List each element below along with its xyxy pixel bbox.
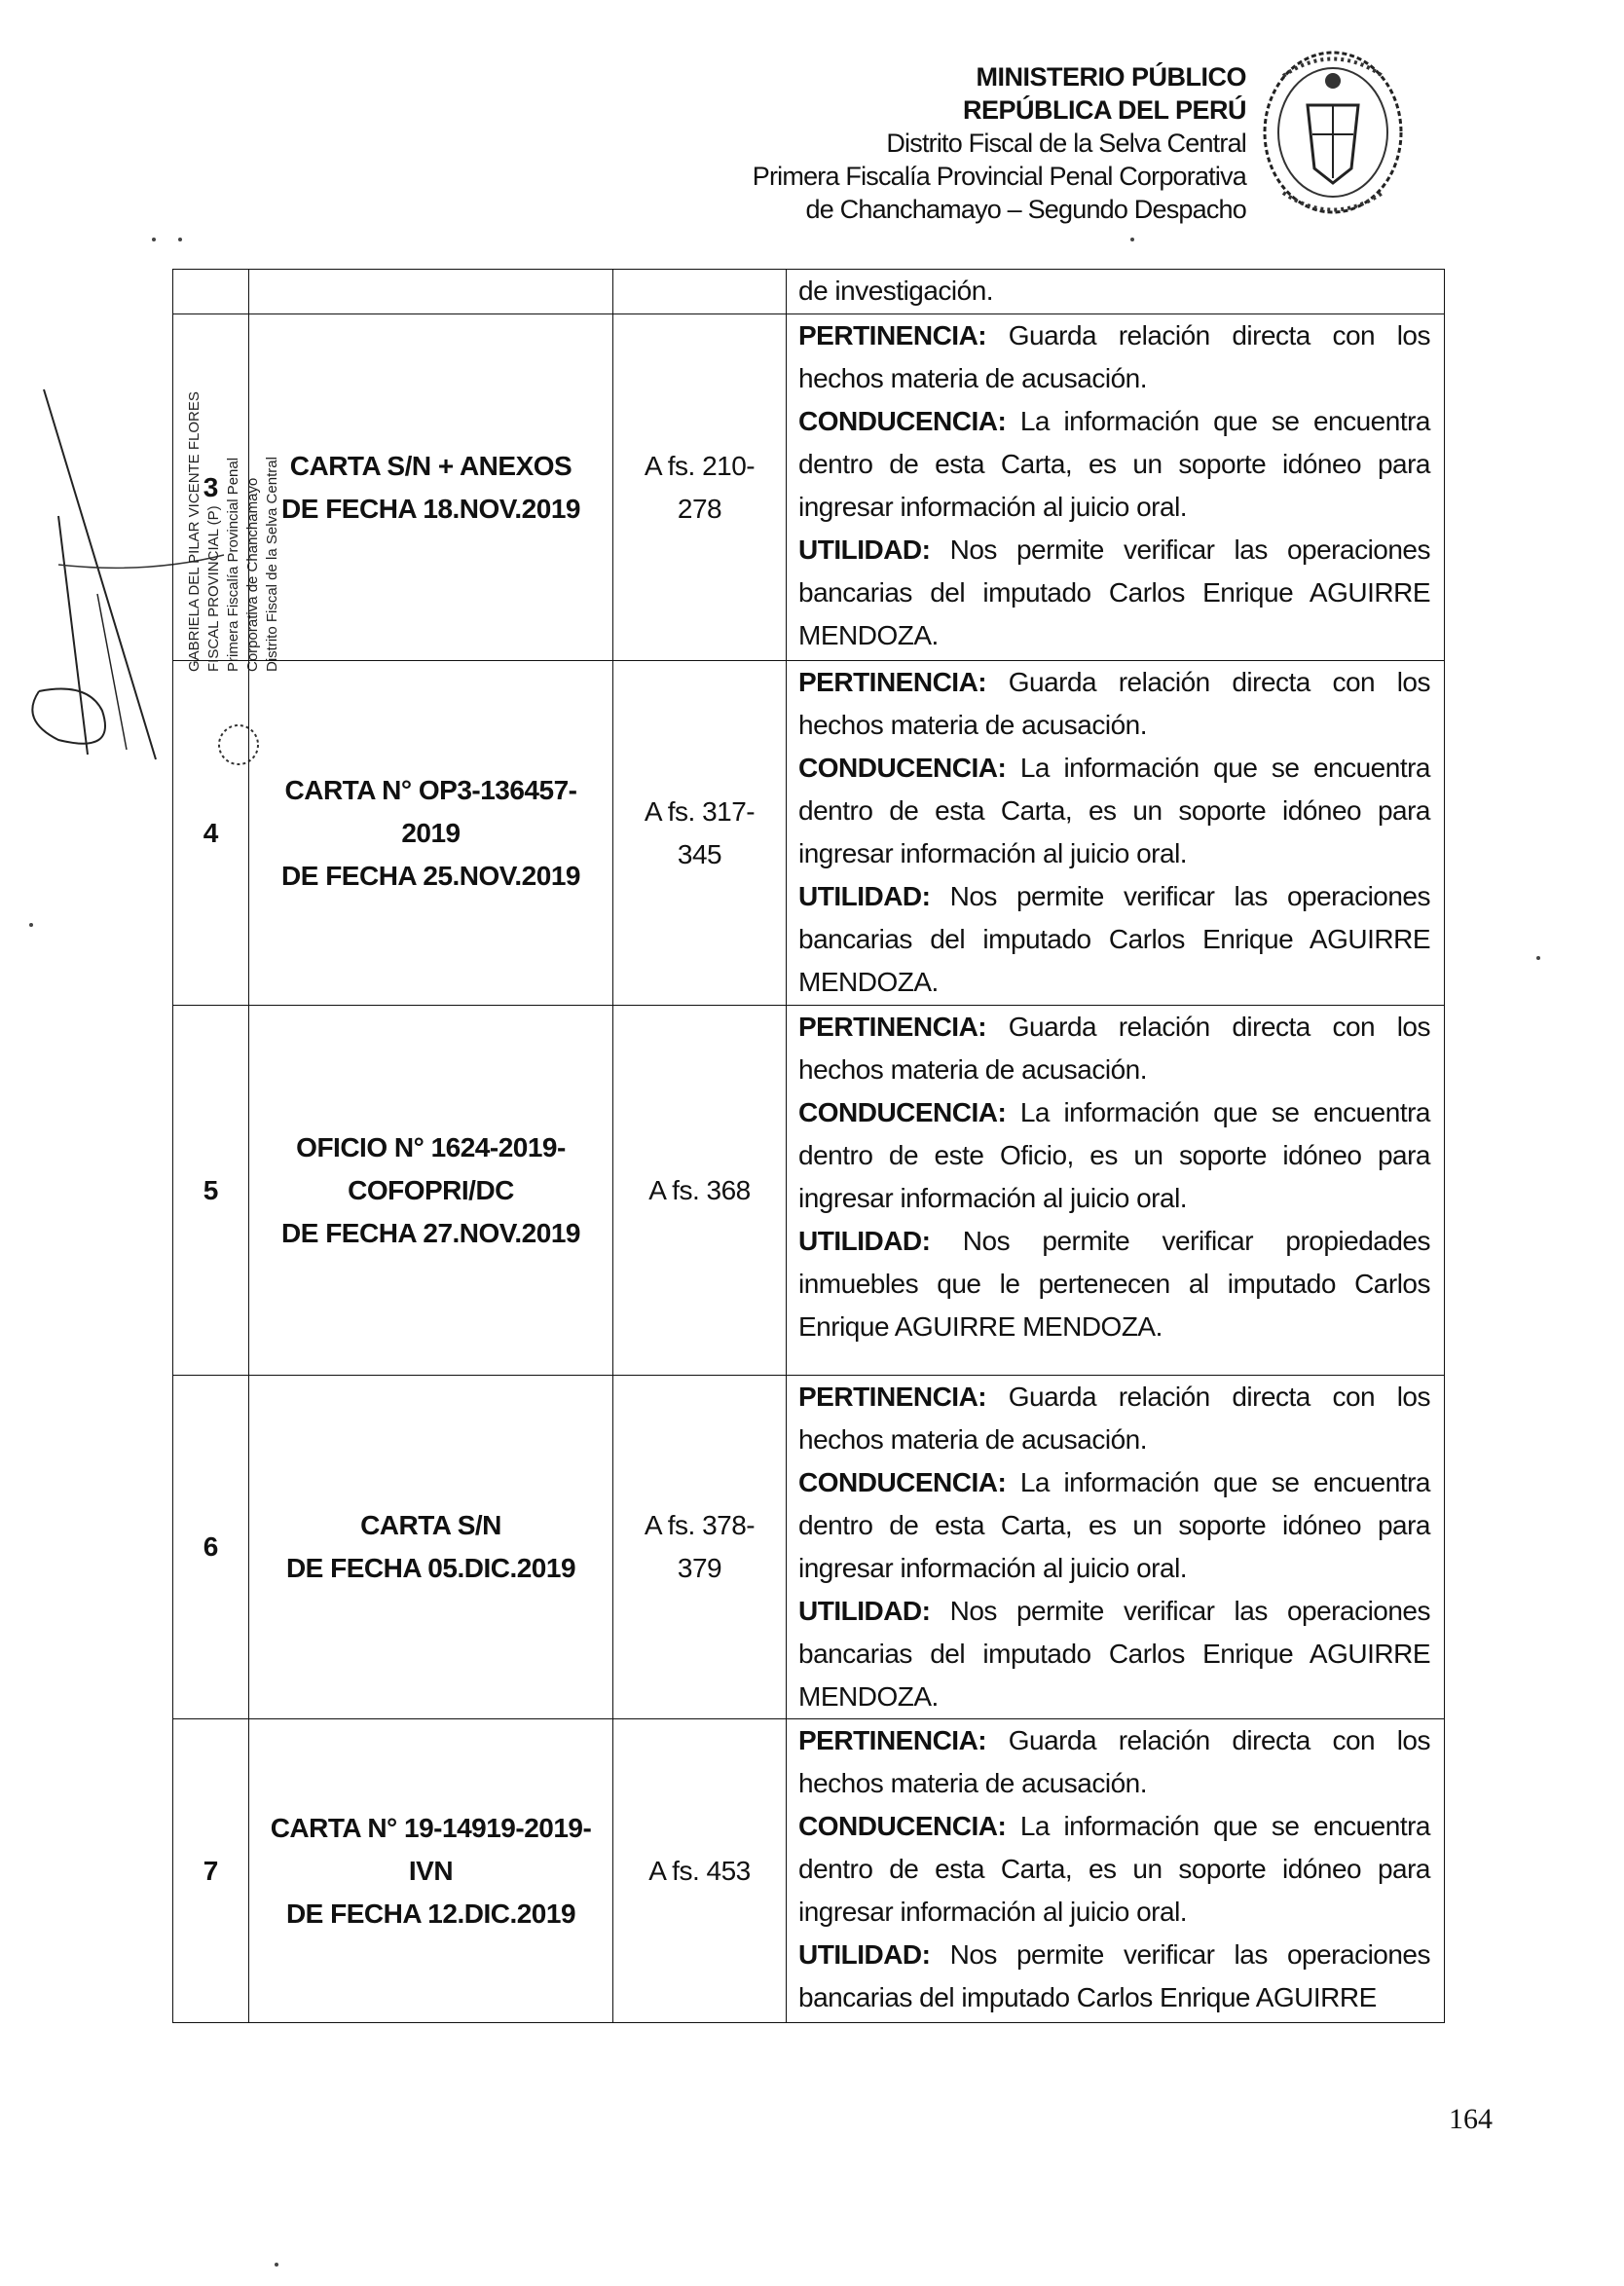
document-line: DE FECHA 18.NOV.2019	[281, 493, 580, 524]
conducencia-label: CONDUCENCIA:	[798, 1467, 1007, 1497]
pertinencia-text: Guarda relación directa con los hechos materia de acusación.	[798, 1012, 1430, 1085]
utilidad-text: Nos permite verificar las operaciones bancarias del imputado Carlos Enrique AGUIRRE	[798, 1939, 1431, 2012]
utilidad-text: Nos permite verificar las operaciones bancarias del imputado Carlos Enrique AGUIRRE MENDOZA.	[798, 535, 1431, 650]
document-cell	[249, 1006, 613, 1376]
document-line: 2019	[401, 817, 461, 848]
pertinencia-label: PERTINENCIA:	[798, 1725, 987, 1755]
page-number: 164	[1449, 2103, 1493, 2135]
conducencia-text: La información que se encuentra dentro de esta Carta, es un soporte idóneo para ingresar información al juicio oral.	[798, 1811, 1430, 1927]
row-number: 6	[173, 1376, 249, 1719]
document-line: IVN	[408, 1855, 454, 1886]
scan-speck	[1536, 956, 1540, 960]
conducencia-label: CONDUCENCIA:	[798, 1811, 1007, 1841]
row-number: 7	[173, 1719, 249, 2023]
description-cell	[787, 661, 1445, 1006]
folio-line: A fs. 317-	[644, 795, 756, 827]
table-row	[173, 314, 1445, 661]
conducencia-text: La información que se encuentra dentro de esta Carta, es un soporte idóneo para ingresar información al juicio oral.	[798, 406, 1430, 522]
utilidad-text: Nos permite verificar las operaciones bancarias del imputado Carlos Enrique AGUIRRE MENDOZA.	[798, 881, 1431, 997]
utilidad-label: UTILIDAD:	[798, 1939, 931, 1970]
row-number: 4	[173, 661, 249, 1006]
folio-cell	[613, 661, 787, 1006]
folio-line: A fs. 210-	[644, 450, 756, 481]
table-row	[173, 661, 1445, 1006]
folio-line: 345	[677, 838, 722, 869]
stamp-district: Distrito Fiscal de la Selva Central	[264, 457, 280, 672]
folio-line: A fs. 378-	[644, 1510, 756, 1540]
pertinencia-label: PERTINENCIA:	[798, 1012, 987, 1042]
document-cell	[249, 661, 613, 1006]
scan-speck	[29, 923, 33, 927]
pertinencia-text: Guarda relación directa con los hechos materia de acusación.	[798, 1725, 1430, 1798]
description-cell	[787, 1376, 1445, 1719]
document-line: CARTA N° 19-14919-2019-	[270, 1812, 592, 1843]
cell-empty	[173, 270, 249, 314]
institution-name: MINISTERIO PÚBLICO	[976, 62, 1246, 92]
stamp-office: Primera Fiscalía Provincial Penal	[225, 457, 241, 672]
row-number: 5	[173, 1006, 249, 1376]
continuation-text: de investigación.	[787, 270, 1445, 314]
folio-cell	[613, 1719, 787, 2023]
pertinencia-text: Guarda relación directa con los hechos materia de acusación.	[798, 320, 1430, 393]
folio-line: A fs. 453	[648, 1855, 751, 1886]
pertinencia-text: Guarda relación directa con los hechos materia de acusación.	[798, 1382, 1430, 1455]
document-line: DE FECHA 25.NOV.2019	[281, 860, 580, 891]
folio-line: 379	[677, 1553, 722, 1583]
scan-speck	[178, 238, 182, 241]
document-cell	[249, 1719, 613, 2023]
stamp-title: FISCAL PROVINCIAL (P)	[205, 505, 222, 672]
document-cell	[249, 1376, 613, 1719]
document-line: CARTA N° OP3-136457-	[284, 774, 577, 805]
conducencia-label: CONDUCENCIA:	[798, 1097, 1007, 1127]
table-row	[173, 1006, 1445, 1376]
description-cell	[787, 1006, 1445, 1376]
cell-empty	[613, 270, 787, 314]
stamp-name: GABRIELA DEL PILAR VICENTE FLORES	[186, 391, 203, 672]
description-cell	[787, 314, 1445, 661]
stamp-office-2: Corporativa de Chanchamayo	[244, 477, 261, 672]
evidence-table	[172, 269, 1445, 2023]
utilidad-text: Nos permite verificar propiedades inmuebles que le pertenecen al imputado Carlos Enrique AGUIRRE MENDOZA.	[798, 1226, 1430, 1342]
office-name: Primera Fiscalía Provincial Penal Corporativa	[752, 162, 1246, 191]
office-dispatch: de Chanchamayo – Segundo Despacho	[805, 195, 1246, 224]
pertinencia-label: PERTINENCIA:	[798, 320, 987, 350]
utilidad-label: UTILIDAD:	[798, 1226, 931, 1256]
document-line: CARTA S/N	[360, 1510, 501, 1540]
conducencia-text: La información que se encuentra dentro de esta Carta, es un soporte idóneo para ingresar información al juicio oral.	[798, 1467, 1430, 1583]
district-name: Distrito Fiscal de la Selva Central	[886, 129, 1246, 158]
folio-cell	[613, 314, 787, 661]
scan-speck	[1130, 238, 1134, 241]
folio-line: A fs. 368	[648, 1174, 751, 1205]
document-line: DE FECHA 27.NOV.2019	[281, 1217, 580, 1248]
document-line: DE FECHA 12.DIC.2019	[285, 1898, 576, 1929]
conducencia-text: La información que se encuentra dentro de esta Carta, es un soporte idóneo para ingresar información al juicio oral.	[798, 753, 1430, 868]
document-line: OFICIO N° 1624-2019-	[296, 1131, 566, 1162]
table-row	[173, 1719, 1445, 2023]
pertinencia-label: PERTINENCIA:	[798, 667, 987, 697]
document-line: DE FECHA 05.DIC.2019	[285, 1553, 576, 1583]
pertinencia-label: PERTINENCIA:	[798, 1382, 987, 1412]
pertinencia-text: Guarda relación directa con los hechos materia de acusación.	[798, 667, 1430, 740]
utilidad-text: Nos permite verificar las operaciones bancarias del imputado Carlos Enrique AGUIRRE MENDOZA.	[798, 1596, 1431, 1712]
row-number: 3	[173, 314, 249, 661]
table-row-continuation	[173, 270, 1445, 314]
country-name: REPÚBLICA DEL PERÚ	[962, 95, 1246, 125]
utilidad-label: UTILIDAD:	[798, 1596, 931, 1626]
folio-cell	[613, 1376, 787, 1719]
conducencia-label: CONDUCENCIA:	[798, 753, 1007, 783]
document-line: CARTA S/N + ANEXOS	[289, 450, 572, 481]
conducencia-label: CONDUCENCIA:	[798, 406, 1007, 436]
letterhead	[753, 60, 1246, 226]
document-cell	[249, 314, 613, 661]
folio-cell	[613, 1006, 787, 1376]
document-line: COFOPRI/DC	[348, 1174, 514, 1205]
utilidad-label: UTILIDAD:	[798, 881, 931, 911]
description-cell	[787, 1719, 1445, 2023]
conducencia-text: La información que se encuentra dentro de este Oficio, es un soporte idóneo para ingresar información al juicio oral.	[798, 1097, 1430, 1213]
cell-empty	[249, 270, 613, 314]
utilidad-label: UTILIDAD:	[798, 535, 931, 565]
official-seal-icon	[1254, 37, 1412, 227]
table-row	[173, 1376, 1445, 1719]
scan-speck	[275, 2263, 278, 2267]
folio-line: 278	[677, 493, 722, 524]
scan-speck	[152, 238, 156, 241]
